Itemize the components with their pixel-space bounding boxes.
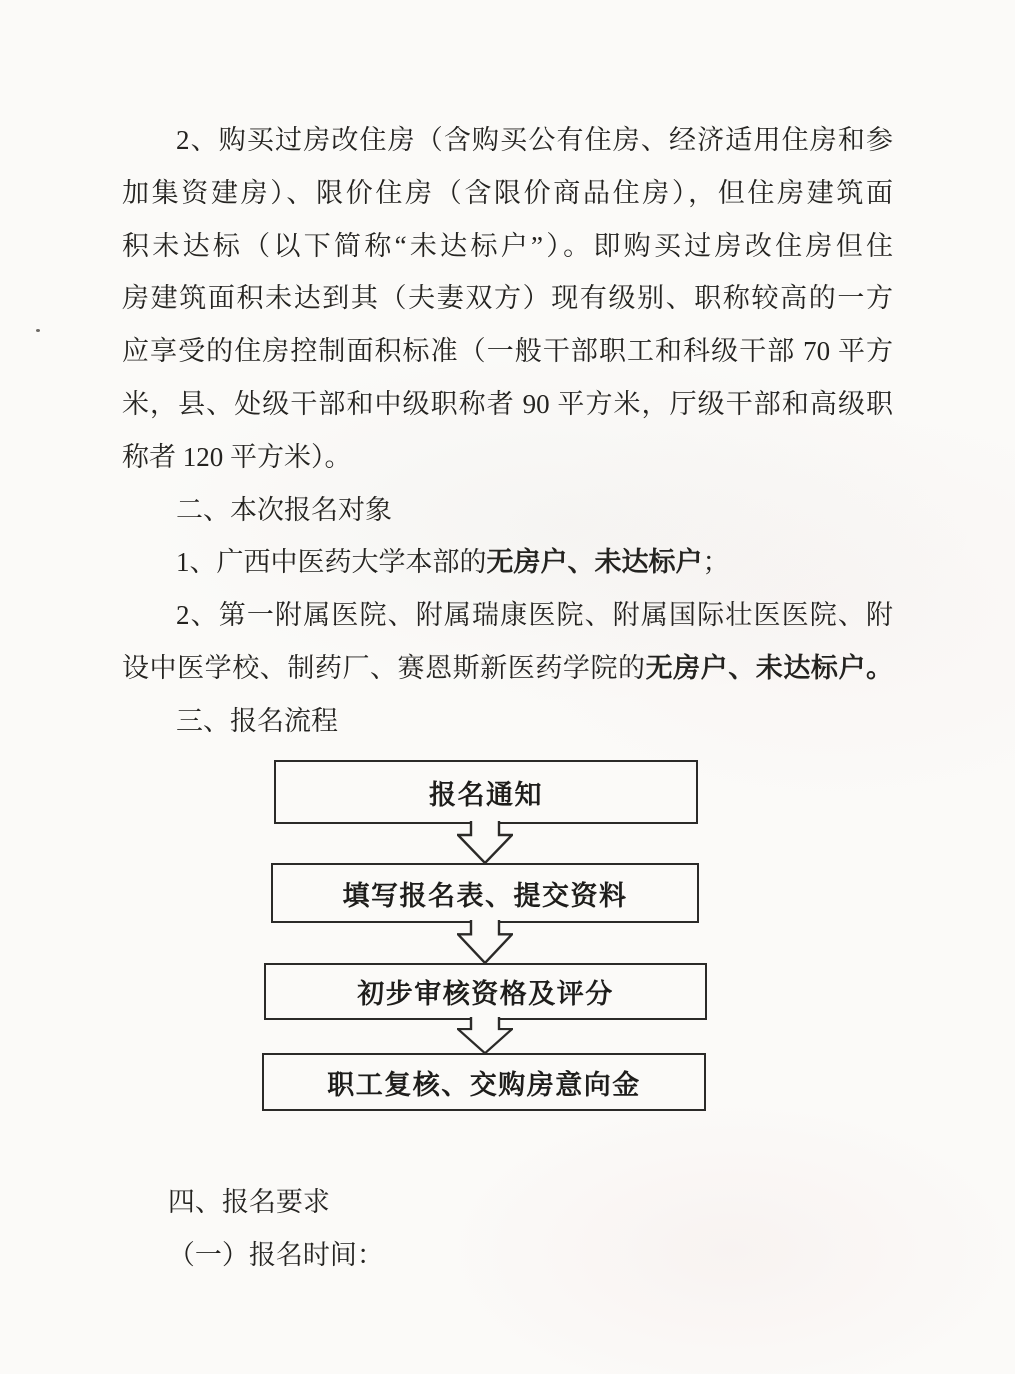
text-line [122, 272, 893, 325]
bottom-text-block [122, 1176, 893, 1282]
down-block-arrow-icon [457, 821, 513, 865]
flow-step-review-score [264, 963, 707, 1020]
text-line [122, 589, 893, 642]
scan-speck [36, 329, 40, 332]
main-text-block [122, 114, 893, 748]
text-line [122, 431, 893, 484]
text-run: 2、第一附属医院、附属瑞康医院、附属国际壮医医院、附 [176, 600, 893, 631]
text-run: 2、购买过房改住房（含购买公有住房、经济适用住房和参 [176, 125, 893, 155]
text-line [122, 220, 893, 273]
text-run: 加集资建房）、限价住房（含限价商品住房），但住房建筑面 [122, 177, 893, 208]
text-line [122, 1229, 893, 1282]
text-run: 应享受的住房控制面积标准（一般干部职工和科级干部 70 平方 [122, 336, 893, 367]
text-line [122, 695, 893, 748]
flow-step-recheck-deposit [262, 1053, 706, 1111]
down-block-arrow-icon [457, 920, 513, 965]
text-run: 称者 120 平方米）。 [122, 441, 352, 472]
text-run: 1、广西中医药大学本部的 [176, 547, 487, 578]
text-line [122, 642, 893, 695]
flow-step-notice [274, 760, 698, 824]
flow-step-label: 职工复核、交购房意向金 [327, 1069, 641, 1100]
text-run: 米，县、处级干部和中级职称者 90 平方米，厅级干部和高级职 [122, 388, 893, 419]
flow-step-label: 初步审核资格及评分 [357, 979, 614, 1009]
text-run: 三、报名流程 [176, 705, 338, 736]
text-run: 房建筑面积未达到其（夫妻双方）现有级别、职称较高的一方 [122, 283, 893, 314]
flow-step-form-submit [271, 863, 699, 923]
bold-text-run: 无房户、未达标户 [486, 547, 703, 578]
text-line [122, 325, 893, 378]
bold-text-run: 无房户、未达标户。 [645, 652, 894, 683]
text-run: （一）报名时间： [167, 1239, 384, 1270]
text-line [122, 1176, 893, 1229]
down-block-arrow-icon [457, 1017, 513, 1055]
flow-step-label: 报名通知 [429, 779, 543, 810]
flow-step-label: 填写报名表、提交资料 [342, 880, 628, 911]
text-run: 四、报名要求 [167, 1187, 330, 1217]
text-run: 设中医学校、制药厂、赛恩斯新医药学院的 [122, 652, 646, 683]
text-line [122, 536, 893, 589]
text-line [122, 484, 893, 537]
text-line [122, 167, 893, 220]
text-line [122, 114, 893, 167]
text-run: 积未达标（以下简称“未达标户”）。即购买过房改住房但住 [122, 230, 893, 261]
text-run: ； [702, 547, 730, 578]
text-line [122, 378, 893, 431]
text-run: 二、本次报名对象 [176, 494, 392, 525]
